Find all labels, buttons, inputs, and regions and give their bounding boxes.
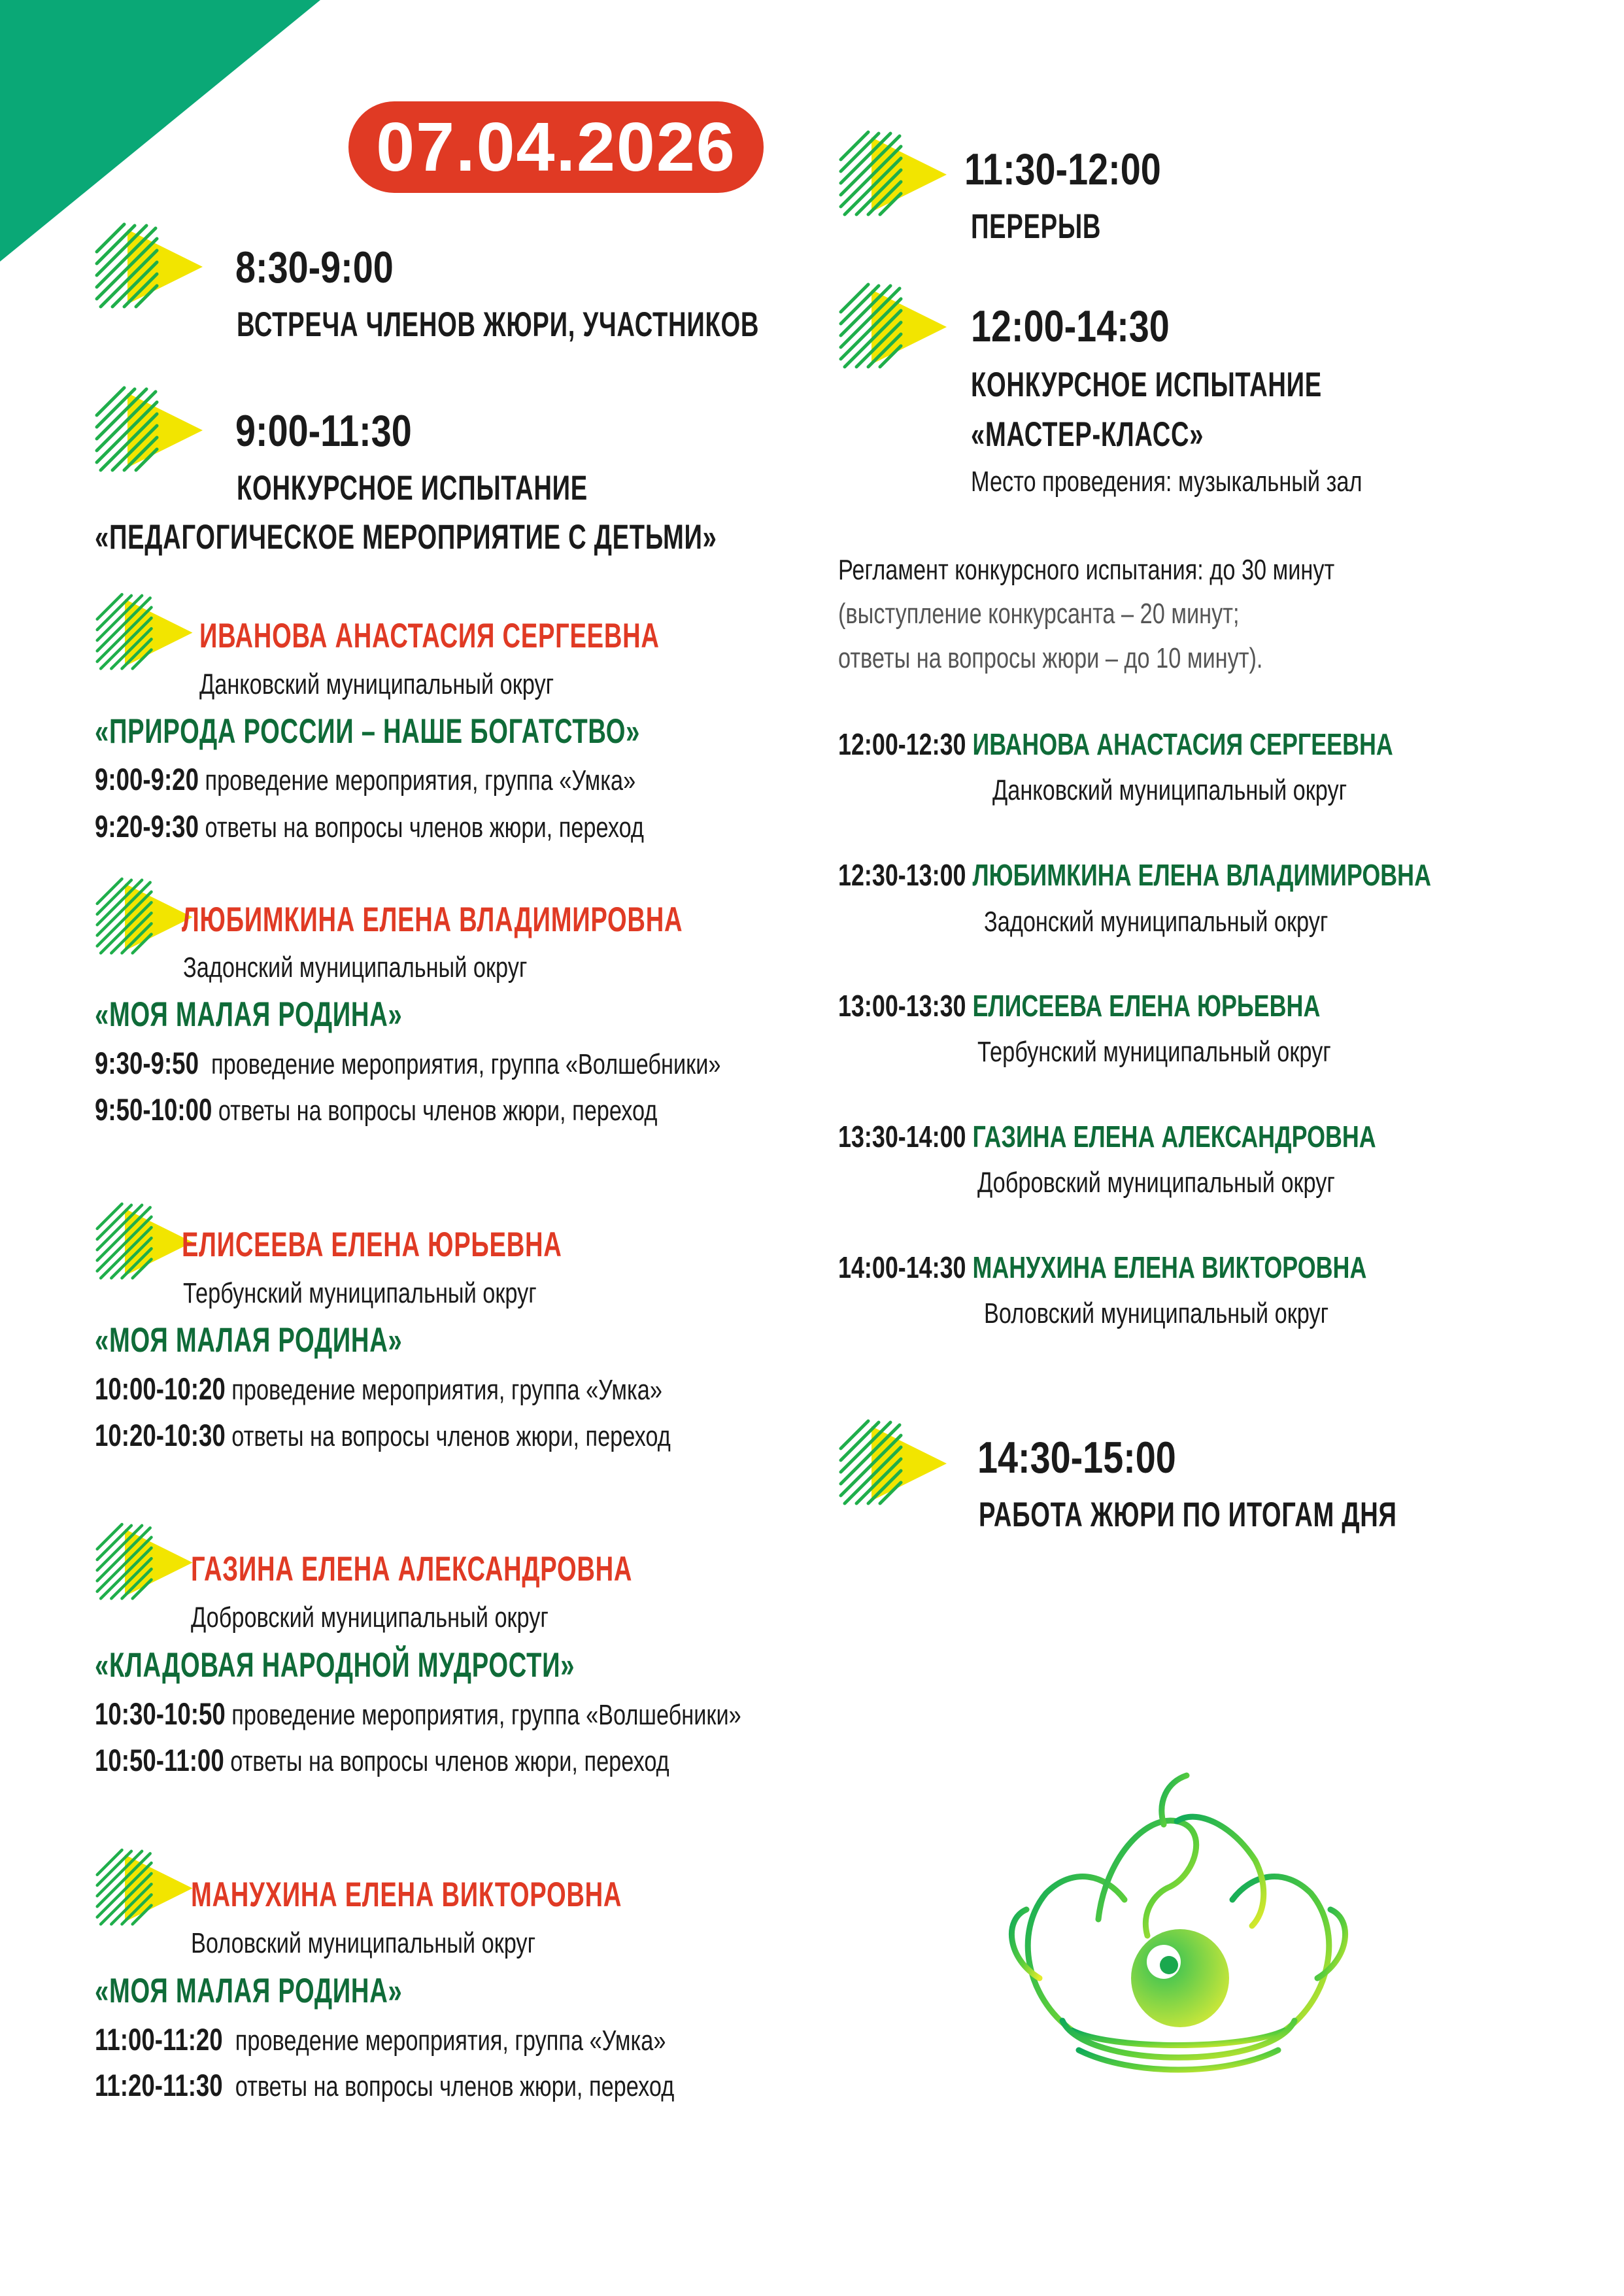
participant-district: Воловский муниципальный округ <box>191 1927 536 1959</box>
schedule-row <box>838 1122 1376 1152</box>
closing-title: РАБОТА ЖЮРИ ПО ИТОГАМ ДНЯ <box>979 1496 1397 1534</box>
participant-name: ЛЮБИМКИНА ЕЛЕНА ВЛАДИМИРОВНА <box>182 900 683 939</box>
slot-text: проведение мероприятия, группа «Умка» <box>205 764 636 797</box>
slot-text: проведение мероприятия, группа «Умка» <box>235 2025 666 2057</box>
master-title: КОНКУРСНОЕ ИСПЫТАНИЕ <box>971 366 1322 404</box>
contest-title: КОНКУРСНОЕ ИСПЫТАНИЕ <box>237 469 588 507</box>
participant-slot <box>95 811 644 842</box>
participant-district: Добровский муниципальный округ <box>191 1602 549 1634</box>
participant-slot <box>95 1745 669 1776</box>
triangle-arrow-icon <box>836 278 953 376</box>
schedule-name: ГАЗИНА ЕЛЕНА АЛЕКСАНДРОВНА <box>972 1120 1376 1154</box>
participant-slot <box>95 1373 662 1405</box>
opening-title: ВСТРЕЧА ЧЛЕНОВ ЖЮРИ, УЧАСТНИКОВ <box>237 305 760 344</box>
participant-slot <box>95 1048 720 1079</box>
opening-time: 8:30-9:00 <box>235 243 394 292</box>
slot-time: 11:20-11:30 <box>95 2068 223 2102</box>
schedule-row <box>838 991 1320 1021</box>
slot-text: проведение мероприятия, группа «Волшебники» <box>211 1048 721 1080</box>
triangle-arrow-icon <box>836 1414 953 1513</box>
schedule-name: ЕЛИСЕЕВА ЕЛЕНА ЮРЬЕВНА <box>972 989 1321 1023</box>
master-subtitle: «МАСТЕР-КЛАСС» <box>971 415 1204 454</box>
slot-text: ответы на вопросы членов жюри, переход <box>231 1420 671 1452</box>
schedule-district: Добровский муниципальный округ <box>977 1167 1335 1199</box>
slot-time: 11:00-11:20 <box>95 2022 223 2057</box>
participant-name: МАНУХИНА ЕЛЕНА ВИКТОРОВНА <box>191 1876 622 1914</box>
participant-slot <box>95 764 635 795</box>
schedule-name: МАНУХИНА ЕЛЕНА ВИКТОРОВНА <box>972 1250 1367 1284</box>
participant-theme: «КЛАДОВАЯ НАРОДНОЙ МУДРОСТИ» <box>95 1646 575 1685</box>
schedule-time: 13:30-14:00 <box>838 1120 966 1154</box>
participant-slot <box>95 1094 657 1125</box>
break-title: ПЕРЕРЫВ <box>971 207 1102 246</box>
slot-time: 10:30-10:50 <box>95 1696 226 1731</box>
schedule-district: Воловский муниципальный округ <box>984 1297 1329 1329</box>
participant-district: Данковский муниципальный округ <box>199 668 554 700</box>
participant-theme: «МОЯ МАЛАЯ РОДИНА» <box>95 1972 403 2010</box>
participant-slot <box>95 2070 674 2101</box>
participant-theme: «МОЯ МАЛАЯ РОДИНА» <box>95 995 403 1034</box>
closing-time: 14:30-15:00 <box>977 1433 1176 1482</box>
triangle-arrow-icon <box>92 589 199 677</box>
participant-slot <box>95 1698 741 1730</box>
triangle-arrow-icon <box>92 218 209 316</box>
slot-time: 9:20-9:30 <box>95 809 199 844</box>
regulation-line: (выступление конкурсанта – 20 минут; <box>838 598 1240 630</box>
slot-text: ответы на вопросы членов жюри, переход <box>218 1095 658 1127</box>
contest-time: 9:00-11:30 <box>235 406 412 456</box>
triangle-arrow-icon <box>836 126 953 224</box>
schedule-name: ИВАНОВА АНАСТАСИЯ СЕРГЕЕВНА <box>972 727 1393 761</box>
schedule-time: 14:00-14:30 <box>838 1250 966 1284</box>
schedule-time: 12:00-12:30 <box>838 727 966 761</box>
slot-time: 9:30-9:50 <box>95 1046 199 1080</box>
participant-slot <box>95 1420 671 1451</box>
schedule-row <box>838 860 1431 890</box>
slot-text: ответы на вопросы членов жюри, переход <box>235 2070 675 2102</box>
regulation-line: ответы на вопросы жюри – до 10 минут). <box>838 642 1263 674</box>
master-venue: Место проведения: музыкальный зал <box>971 466 1362 498</box>
regulation-line: Регламент конкурсного испытания: до 30 минут <box>838 554 1335 586</box>
participant-theme: «ПРИРОДА РОССИИ – НАШЕ БОГАТСТВО» <box>95 712 641 751</box>
participant-name: ЕЛИСЕЕВА ЕЛЕНА ЮРЬЕВНА <box>182 1225 562 1264</box>
triangle-arrow-icon <box>92 1844 199 1932</box>
participant-district: Тербунский муниципальный округ <box>183 1277 537 1309</box>
schedule-district: Данковский муниципальный округ <box>992 774 1347 806</box>
slot-time: 10:20-10:30 <box>95 1418 226 1452</box>
pearl-shell-swan-logo <box>1000 1762 1357 2093</box>
participant-name: ГАЗИНА ЕЛЕНА АЛЕКСАНДРОВНА <box>191 1550 633 1588</box>
participant-district: Задонский муниципальный округ <box>183 951 528 984</box>
master-time: 12:00-14:30 <box>971 301 1170 351</box>
schedule-name: ЛЮБИМКИНА ЕЛЕНА ВЛАДИМИРОВНА <box>972 858 1431 892</box>
triangle-arrow-icon <box>92 1518 199 1607</box>
slot-text: проведение мероприятия, группа «Умка» <box>231 1374 662 1406</box>
participant-slot <box>95 2024 666 2055</box>
date-badge: 07.04.2026 <box>348 101 764 193</box>
slot-text: проведение мероприятия, группа «Волшебники» <box>231 1699 741 1731</box>
slot-time: 9:00-9:20 <box>95 762 199 797</box>
schedule-row <box>838 729 1393 759</box>
contest-subtitle: «ПЕДАГОГИЧЕСКОЕ МЕРОПРИЯТИЕ С ДЕТЬМИ» <box>95 518 717 557</box>
participant-theme: «МОЯ МАЛАЯ РОДИНА» <box>95 1321 403 1360</box>
slot-time: 10:00-10:20 <box>95 1371 226 1406</box>
schedule-district: Задонский муниципальный округ <box>984 906 1328 938</box>
schedule-time: 13:00-13:30 <box>838 989 966 1023</box>
schedule-district: Тербунский муниципальный округ <box>977 1036 1331 1068</box>
slot-text: ответы на вопросы членов жюри, переход <box>230 1745 669 1777</box>
schedule-time: 12:30-13:00 <box>838 858 966 892</box>
participant-name: ИВАНОВА АНАСТАСИЯ СЕРГЕЕВНА <box>199 617 660 655</box>
schedule-row <box>838 1252 1366 1282</box>
break-time: 11:30-12:00 <box>964 145 1161 194</box>
triangle-arrow-icon <box>92 381 209 479</box>
slot-text: ответы на вопросы членов жюри, переход <box>205 812 644 844</box>
slot-time: 10:50-11:00 <box>95 1743 224 1777</box>
slot-time: 9:50-10:00 <box>95 1092 212 1127</box>
